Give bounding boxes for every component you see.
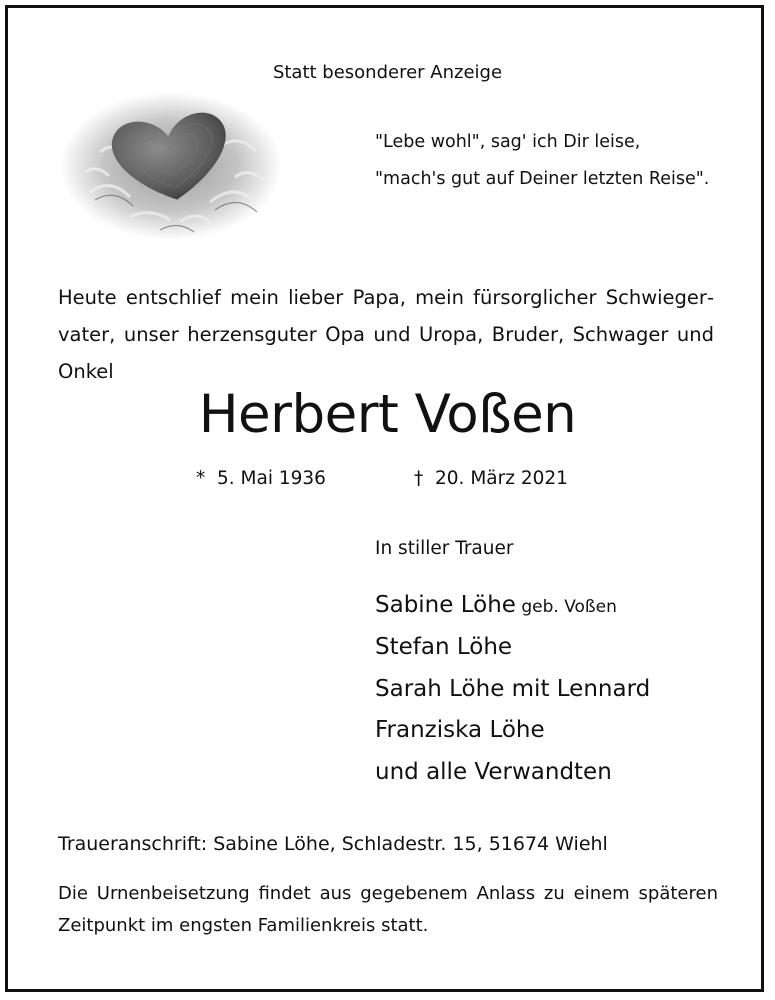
birth-symbol: * [196,468,206,489]
quote-line-2: "mach's gut auf Deiner letzten Reise". [375,169,710,189]
deceased-name: Herbert Voßen [198,384,577,445]
mourning-address: Traueranschrift: Sabine Löhe, Schladestr. 15, 51674 Wiehl [58,833,608,855]
death-date [414,468,568,489]
mourning-heading: In stiller Trauer [375,538,514,559]
header-text: Statt besonderer Anzeige [272,62,503,83]
mourner-name [375,592,617,618]
mourner-name: Sarah Löhe mit Lennard [375,676,651,702]
heart-photo-icon [60,92,282,240]
mourner-name-text: Sabine Löhe [375,592,516,618]
birth-date-value: 5. Mai 1936 [217,468,326,489]
mourner-name: Stefan Löhe [375,634,513,660]
death-symbol: † [414,468,424,489]
death-date-value: 20. März 2021 [435,468,568,489]
burial-note: Die Urnenbeisetzung findet aus gegebenem Anlass zu einem späteren Zeitpunkt im engsten Familienkreis statt. [58,883,718,936]
intro-text: Heute entschlief mein lieber Papa, mein fürsorglicher Schwiegervater, unser herzensguter Opa und Uropa, Bruder, Schwager und Onkel [58,286,714,383]
quote-line-1: "Lebe wohl", sag' ich Dir leise, [375,132,641,152]
birth-date [196,468,326,489]
mourner-birth-name: geb. Voßen [515,597,617,617]
mourner-name: Franziska Löhe [375,717,545,743]
mourner-name: und alle Verwandten [375,759,612,785]
